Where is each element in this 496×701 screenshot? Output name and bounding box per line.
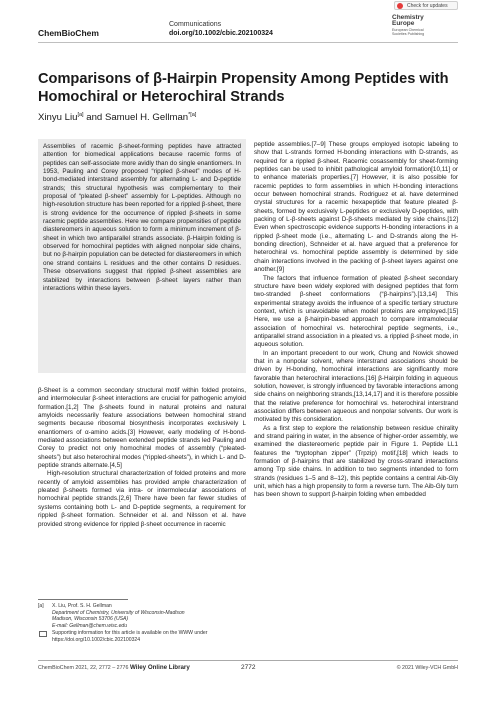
article-title: Comparisons of β-Hairpin Propensity Among Peptides with Homochiral or Heterochiral Strands bbox=[38, 71, 449, 105]
body-paragraph: β-Sheet is a common secondary structural motif within folded proteins, and intermolecular β-sheet interactions are crucial for pathogenic amyloid formation.[1,2] The β-sheets found in natural proteins and natural amyloids necessarily feature associations between homochiral strand segments because ribosomal biosynthesis incorporates exclusively L enantiomers of α-amino acids.[3] However, early modeling of H-bond-mediated associations between extended peptide strands led Pauling and Corey to predict not only homochiral modes of assembly (“pleated-sheets”) but also heterochiral modes (“rippled-sheets”), in which L- and D-peptide strands alternate.[4,5] bbox=[38, 387, 246, 470]
logo-line-1: Chemistry bbox=[392, 14, 424, 21]
supporting-info-note bbox=[38, 630, 246, 643]
footer-citation: ChemBioChem 2021, 22, 2772 – 2776 bbox=[38, 665, 129, 671]
body-paragraph: In an important precedent to our work, Chung and Nowick showed that in a nonpolar solvent, where interstrand associations should be driven by H-bonding, homochiral interactions are significantly more favorable than heterochiral interactions.[16] β-Hairpin folding in aqueous solution, however, is strongly influenced by favorable interactions among side chains on neighboring strands,[13,14,17] and it is therefore possible that the relative preference for homochiral vs. heterochiral interstrand association differs between aqueous and nonpolar solvents. Our work is motivated by this consideration. bbox=[254, 349, 458, 424]
section-label: Communications bbox=[169, 21, 222, 28]
abstract-box bbox=[38, 139, 246, 373]
affiliation-marker: *[a] bbox=[188, 112, 197, 118]
wiley-online-library-link[interactable]: Wiley Online Library bbox=[130, 664, 190, 671]
body-paragraph: As a first step to explore the relationship between residue chirality and strand pairing in water, in the absence of higher-order assembly, we examined the diastereomeric peptide pair in Figure 1. Peptide LL1 features the “tryptophan zipper” (Trpzip) motif,[18] which leads to formation of β-hairpins that are stabilized by cross-strand interactions among Trp side chains. In addition to two segments intended to form strands (residues 1–5 and 8–12), this peptide contains a central Aib-Gly unit, which has a high propensity to form a reverse turn. The Aib-Gly turn has been shown to support β-hairpin folding when embedded bbox=[254, 424, 458, 499]
update-icon bbox=[397, 3, 403, 9]
author-line bbox=[38, 112, 196, 123]
abstract-text: Assemblies of racemic β-sheet-forming peptides have attracted attention for biomedical applications because racemic forms of peptides can self-associate more avidly than do single enantiomers. In 1953, Pauling and Corey proposed “rippled β-sheet” modes of H-bond-mediated interstrand assembly for alternating L- and D-peptide strands; this structural hypothesis was complementary to their proposal of “pleated β-sheet” assembly for L-peptides. Although no high-resolution structure has been reported for a rippled β-sheet, there is strong evidence for the occurrence of rippled β-sheets in some racemic peptide assemblies. Here we compare propensities of peptide diastereomers in aqueous solution to form a minimum increment of β-sheet in which two antiparallel strands associate. β-Hairpin folding is observed for homochiral peptides with aligned nonpolar side chains, but no β-hairpin population can be detected for diastereomers in which one strand contains L residues and the other contains D residues. These observations suggest that rippled β-sheet assemblies are stabilized by interactions between β-sheet layers rather than interactions within these layers. bbox=[43, 143, 241, 292]
author-separator: and bbox=[83, 112, 105, 123]
affiliation-footnote bbox=[38, 603, 246, 643]
logo-subtitle-2: Societies Publishing bbox=[392, 32, 425, 37]
supporting-info-text[interactable]: Supporting information for this article is available on the WWW under https://doi.org/10.1002/cbic.202100324 bbox=[52, 630, 208, 643]
author-name: Xinyu Liu bbox=[38, 112, 78, 123]
footnote-mark: [a] bbox=[38, 603, 44, 609]
doi-link[interactable]: doi.org/10.1002/cbic.202100324 bbox=[169, 29, 273, 37]
logo-line-2: Europe bbox=[392, 20, 415, 27]
page-footer bbox=[38, 664, 458, 674]
journal-name: ChemBioChem bbox=[38, 28, 99, 38]
publisher-logo bbox=[392, 14, 452, 36]
body-column-right bbox=[254, 141, 458, 500]
body-paragraph: High-resolution structural characterization of folded proteins and more recently of amyloid assemblies has provided ample characterization of pleated β-sheets formed via intra- or intermolecular associations of homochiral peptide strands.[2,6] There have been far fewer studies of systems containing both L- and D-peptide segments, a requirement for rippled β-sheet formation. Schneider et al. and Nilsson et al. have provided strong evidence for rippled β-sheet occurrence in racemic bbox=[38, 470, 246, 528]
logo-subtitle-1: European Chemical bbox=[392, 28, 424, 32]
check-updates-label: Check for updates bbox=[407, 3, 448, 9]
body-paragraph: peptide assemblies.[7–9] These groups employed isotopic labeling to show that L-strands formed H-bonding interactions with D-strands, as required for a rippled β-sheet. Racemic cosassembly for sheet-forming peptides can be used to inhibit pathological amyloid formation[10,11] or to enhance materials properties.[7] However, it is also possible for racemic peptides to form assemblies in which H-bonding interactions occur between homochiral strands. Rodriguez et al. have determined crystal structures for a racemic hexapeptide that feature pleated β-sheets, formed by exclusively L-peptides or exclusively D-peptides, with packing of L-β-sheets against D-β-sheets mediated by side chains.[12] Even when spectroscopic evidence supports H-bonding interactions in a rippled β-sheet mode (i.e., alternating L- and D-strands along the H-bonding direction), Schneider et al. have argued that a preference for heterochiral vs. homochiral peptide assembly is determined by side chain interactions involved in the packing of β-sheet layers against one another.[9] bbox=[254, 141, 458, 274]
body-paragraph: The factors that influence formation of pleated β-sheet secondary structure have been widely explored with designed peptides that form two-stranded β-sheet conformations (“β-hairpins”).[13,14] This experimental strategy avoids the influence of a specific tertiary structure context, which is unavoidable when model proteins are employed.[15] Here, we use a β-hairpin-based approach to compare intramolecular association of homochiral vs. heterochiral peptide segments, i.e., antiparallel strand association in a pleated vs. a rippled β-sheet mode, in aqueous solution. bbox=[254, 274, 458, 349]
check-for-updates-button[interactable] bbox=[394, 1, 458, 10]
page-number: 2772 bbox=[241, 664, 256, 671]
footnote-address: Madison, Wisconsin 53706 (USA) bbox=[52, 616, 129, 622]
header-info bbox=[169, 21, 273, 38]
footnote-department: Department of Chemistry, University of Wisconsin-Madison bbox=[52, 609, 185, 616]
footnote-names: X. Liu, Prof. S. H. Gellman bbox=[52, 603, 112, 609]
footnote-email[interactable]: E-mail: Gellman@chem.wisc.edu bbox=[52, 622, 128, 629]
supporting-info-icon bbox=[39, 631, 47, 637]
footer-divider bbox=[38, 660, 458, 661]
footnote-divider bbox=[38, 599, 128, 600]
body-column-left bbox=[38, 387, 246, 529]
copyright: © 2021 Wiley-VCH GmbH bbox=[396, 665, 458, 671]
header-divider bbox=[38, 42, 458, 43]
author-name: Samuel H. Gellman bbox=[104, 112, 189, 123]
affiliation-marker: [a] bbox=[77, 112, 84, 118]
affiliation-entry bbox=[38, 603, 246, 629]
